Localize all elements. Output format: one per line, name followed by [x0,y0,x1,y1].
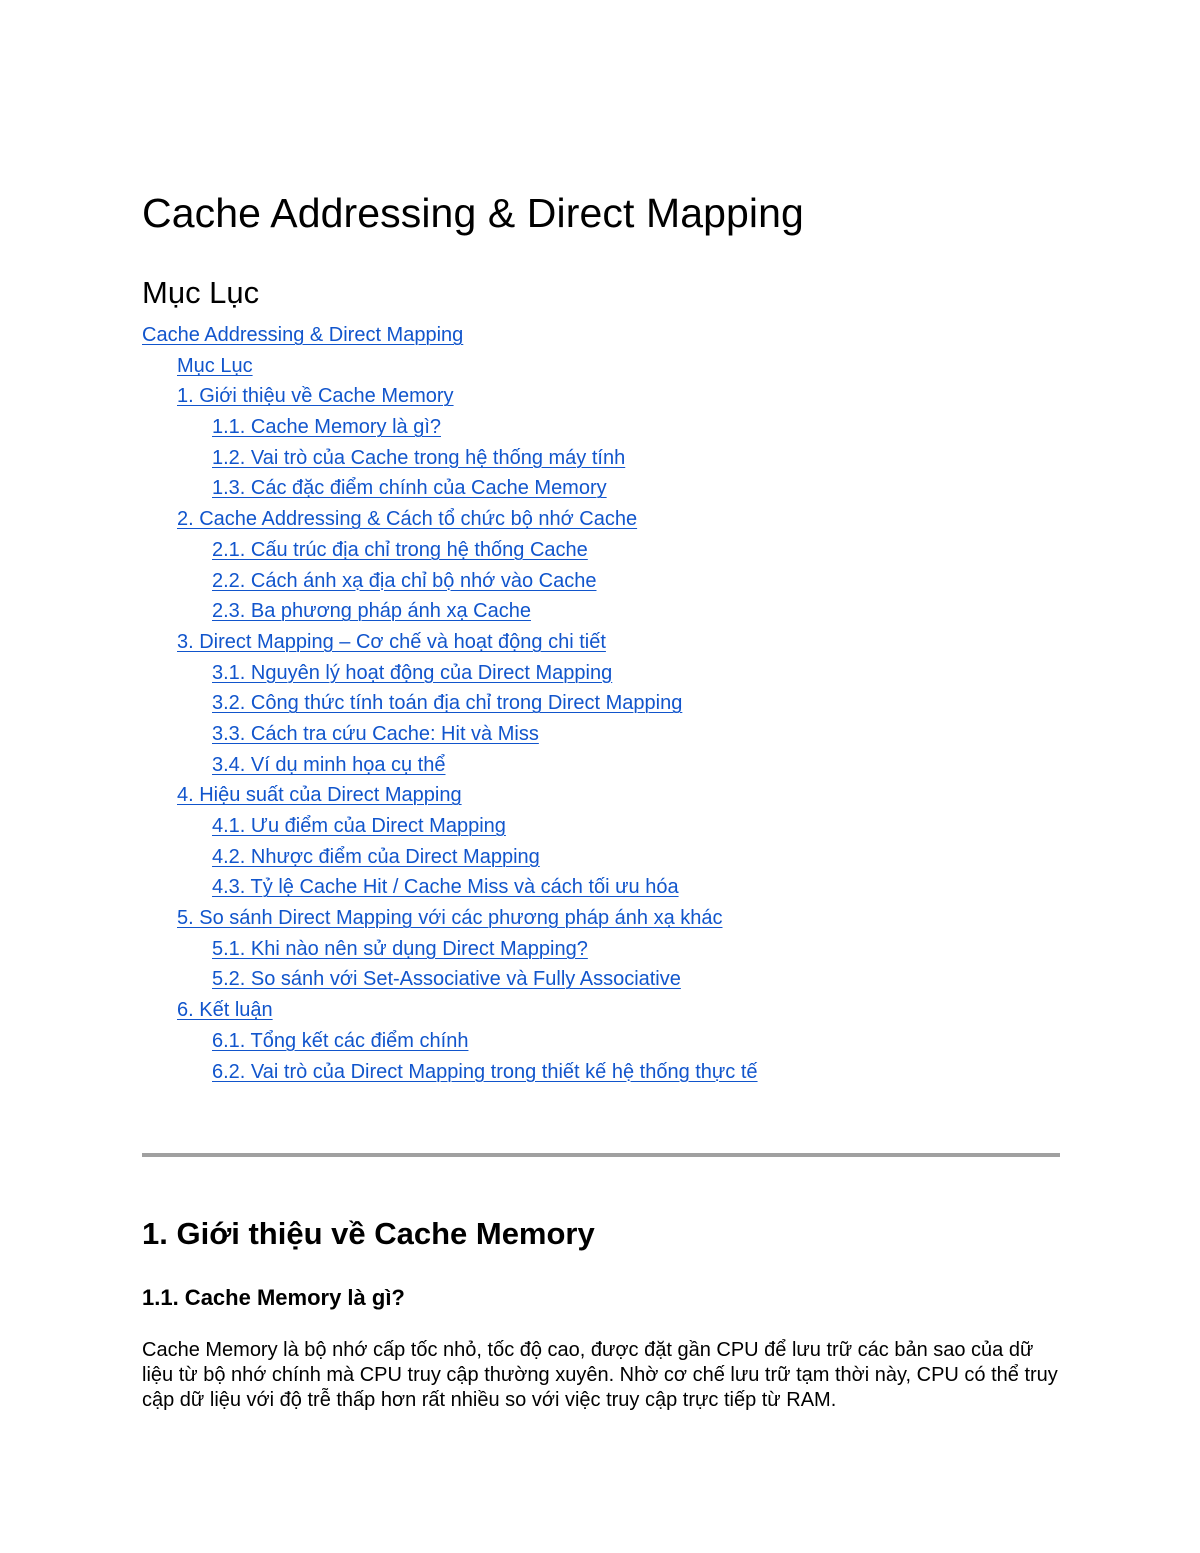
toc-link[interactable]: 1. Giới thiệu về Cache Memory [177,385,454,408]
toc-link[interactable]: 3.4. Ví dụ minh họa cụ thể [212,753,446,776]
toc-item [142,780,758,811]
toc-link[interactable]: 5. So sánh Direct Mapping với các phương pháp ánh xạ khác [177,907,723,930]
toc-link[interactable]: 4.1. Ưu điểm của Direct Mapping [212,815,506,837]
toc-link[interactable]: 6.1. Tổng kết các điểm chính [212,1029,469,1052]
toc-link[interactable]: 2.1. Cấu trúc địa chỉ trong hệ thống Cache [212,538,588,561]
toc-item [142,566,758,597]
toc-item [142,596,758,627]
toc-item [142,658,758,689]
toc-item [142,811,758,842]
toc-link[interactable]: 6. Kết luận [177,999,273,1022]
toc-link[interactable]: 2.2. Cách ánh xạ địa chỉ bộ nhớ vào Cache [212,569,597,592]
toc-link[interactable]: 4.2. Nhược điểm của Direct Mapping [212,845,540,868]
toc-link[interactable]: Mục Lục [177,354,253,377]
toc-item [142,719,758,750]
toc-item [142,320,758,351]
toc-link[interactable]: 4.3. Tỷ lệ Cache Hit / Cache Miss và cách tối ưu hóa [212,876,679,899]
toc-item [142,995,758,1026]
table-of-contents [142,320,758,1087]
toc-item [142,1057,758,1088]
body-paragraph: Cache Memory là bộ nhớ cấp tốc nhỏ, tốc độ cao, được đặt gần CPU để lưu trữ các bản sao của dữ liệu từ bộ nhớ chính mà CPU truy cập thường xuyên. Nhờ cơ chế lưu trữ tạm thời này, CPU có thể truy cập dữ liệu với độ trễ thấp hơn rất nhiều so với việc truy cập trực tiếp từ RAM. [142,1339,1058,1411]
toc-item [142,535,758,566]
toc-item [142,351,758,382]
toc-link[interactable]: 5.2. So sánh với Set-Associative và Fully Associative [212,968,681,991]
toc-item [142,750,758,781]
toc-link[interactable]: 3.3. Cách tra cứu Cache: Hit và Miss [212,722,539,745]
section-heading: 1. Giới thiệu về Cache Memory [142,1216,595,1251]
toc-link[interactable]: 5.1. Khi nào nên sử dụng Direct Mapping? [212,937,588,960]
toc-item [142,443,758,474]
toc-link[interactable]: Cache Addressing & Direct Mapping [142,324,464,346]
toc-link[interactable]: 2.3. Ba phương pháp ánh xạ Cache [212,600,531,623]
toc-item [142,872,758,903]
toc-link[interactable]: 4. Hiệu suất của Direct Mapping [177,784,462,807]
toc-item [142,1026,758,1057]
toc-link[interactable]: 1.3. Các đặc điểm chính của Cache Memory [212,477,607,500]
toc-link[interactable]: 2. Cache Addressing & Cách tổ chức bộ nhớ Cache [177,508,638,531]
toc-item [142,381,758,412]
toc-heading: Mục Lục [142,275,260,310]
toc-item [142,964,758,995]
toc-item [142,903,758,934]
toc-item [142,688,758,719]
toc-item [142,627,758,658]
toc-link[interactable]: 3. Direct Mapping – Cơ chế và hoạt động chi tiết [177,630,606,653]
horizontal-divider [142,1153,1060,1157]
toc-item [142,412,758,443]
toc-link[interactable]: 1.1. Cache Memory là gì? [212,416,441,439]
toc-item [142,842,758,873]
subsection-heading: 1.1. Cache Memory là gì? [142,1285,405,1310]
toc-link[interactable]: 1.2. Vai trò của Cache trong hệ thống máy tính [212,446,626,469]
toc-item [142,934,758,965]
toc-link[interactable]: 3.1. Nguyên lý hoạt động của Direct Mapping [212,661,613,684]
toc-item [142,473,758,504]
toc-link[interactable]: 3.2. Công thức tính toán địa chỉ trong Direct Mapping [212,692,683,715]
toc-item [142,504,758,535]
document-title: Cache Addressing & Direct Mapping [142,190,804,236]
toc-link[interactable]: 6.2. Vai trò của Direct Mapping trong thiết kế hệ thống thực tế [212,1060,758,1083]
